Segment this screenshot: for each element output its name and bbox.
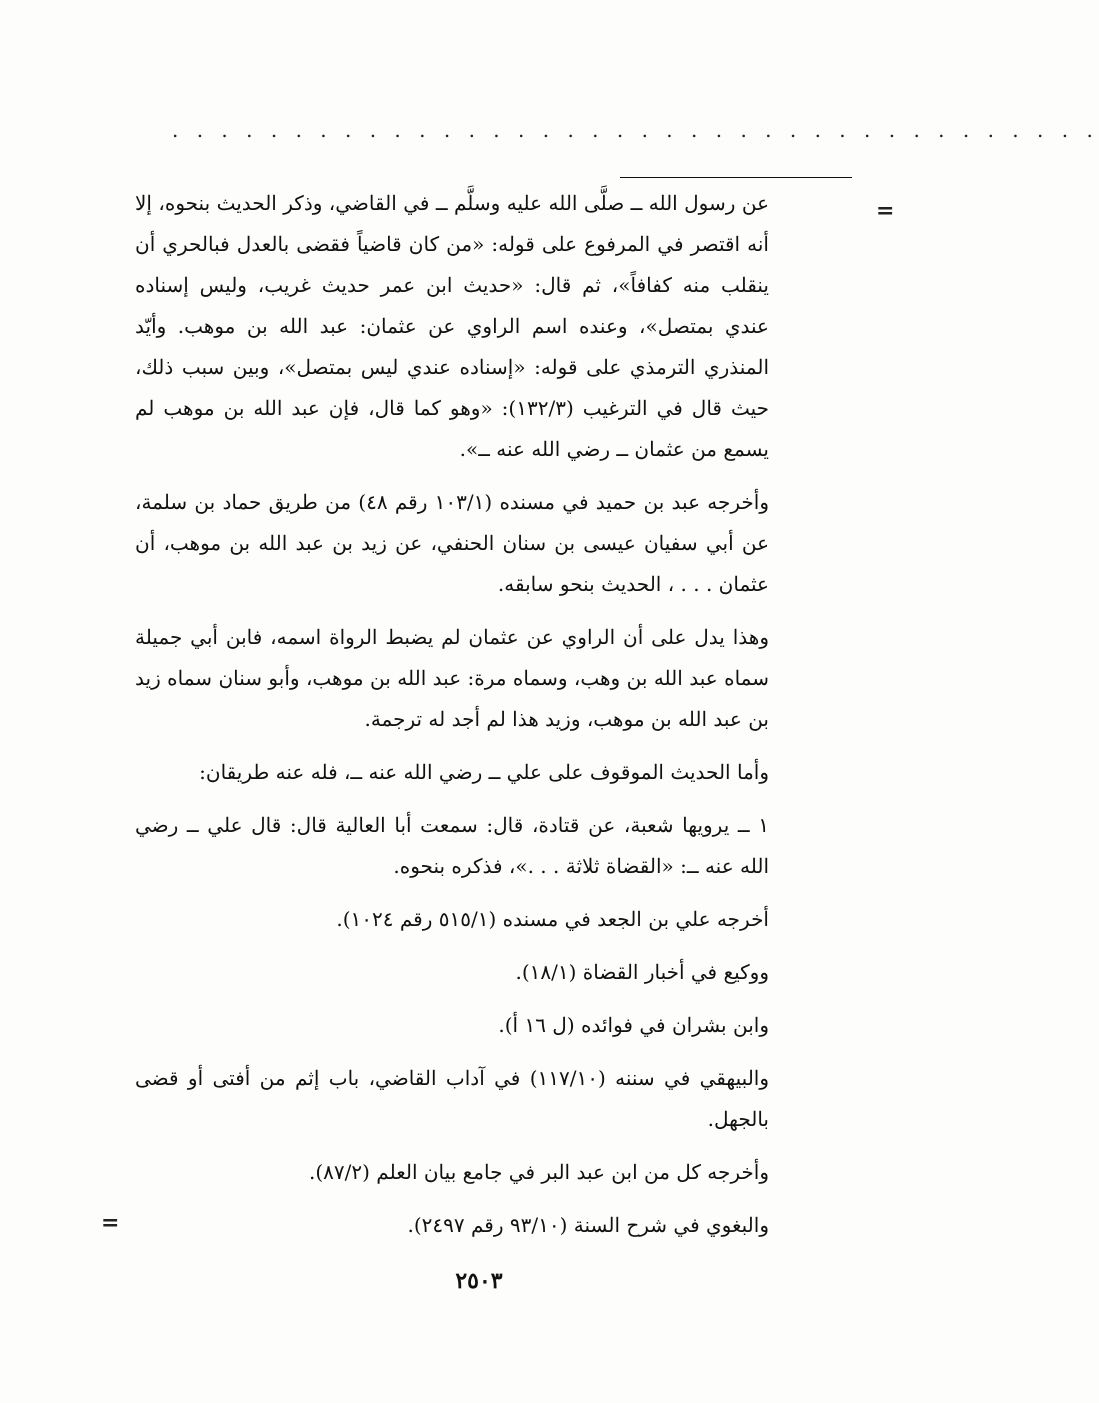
- page-number: ٢٥٠٣: [455, 1268, 503, 1294]
- paragraph-3: وهذا يدل على أن الراوي عن عثمان لم يضبط الرواة اسمه، فابن أبي جميلة سماه عبد الله بن وهب، وسماه مرة: عبد الله بن موهب، وأبو سنان سماه زيد بن عبد الله بن موهب، وزيد هذا لم أجد له ترجمة.: [135, 625, 769, 731]
- margin-mark-top: =: [876, 198, 895, 224]
- paragraph-8: وابن بشران في فوائده (ل ١٦ أ).: [498, 1013, 769, 1037]
- paragraph-4: وأما الحديث الموقوف على علي ــ رضي الله عنه ــ، فله عنه طريقان:: [199, 760, 769, 784]
- footnote-body: [135, 183, 769, 1258]
- paragraph-7: ووكيع في أخبار القضاة (١٨/١).: [515, 960, 769, 984]
- footnote-rule: [620, 177, 852, 178]
- paragraph-2: وأخرجه عبد بن حميد في مسنده (١٠٣/١ رقم ٤٨) من طريق حماد بن سلمة، عن أبي سفيان عيسى بن سنان الحنفي، عن زيد بن عبد الله بن موهب، أن عثمان . . . ، الحديث بنحو سابقه.: [135, 490, 769, 596]
- paragraph-9: والبيهقي في سننه (١١٧/١٠) في آداب القاضي، باب إثم من أفتى أو قضى بالجهل.: [135, 1066, 769, 1131]
- dotted-separator: . . . . . . . . . . . . . . . . . . . . . . . . . . . . . . . . . . . . . .: [172, 118, 1099, 142]
- paragraph-11: والبغوي في شرح السنة (٩٣/١٠ رقم ٢٤٩٧).: [407, 1213, 769, 1237]
- margin-mark-bottom: =: [101, 1210, 120, 1236]
- paragraph-6: أخرجه علي بن الجعد في مسنده (٥١٥/١ رقم ١٠٢٤).: [336, 907, 769, 931]
- paragraph-10: وأخرجه كل من ابن عبد البر في جامع بيان العلم (٨٧/٢).: [308, 1160, 769, 1184]
- paragraph-1: عن رسول الله ــ صلَّى الله عليه وسلَّم ــ في القاضي، وذكر الحديث بنحوه، إلا أنه اقتصر في المرفوع على قوله: «من كان قاضياً فقضى بالعدل فبالحري أن ينقلب منه كفافاً»، ثم قال: «حديث ابن عمر حديث غريب، وليس إسناده عندي بمتصل»، وعنده اسم الراوي عن عثمان: عبد الله بن موهب. وأيّد المنذري الترمذي على قوله: «إسناده عندي ليس بمتصل»، وبين سبب ذلك، حيث قال في الترغيب (١٣٢/٣): «وهو كما قال، فإن عبد الله بن موهب لم يسمع من عثمان ــ رضي الله عنه ــ».: [135, 191, 770, 461]
- paragraph-5: ١ ــ يرويها شعبة، عن قتادة، قال: سمعت أبا العالية قال: قال علي ــ رضي الله عنه ــ: «القضاة ثلاثة . . .»، فذكره بنحوه.: [135, 813, 769, 878]
